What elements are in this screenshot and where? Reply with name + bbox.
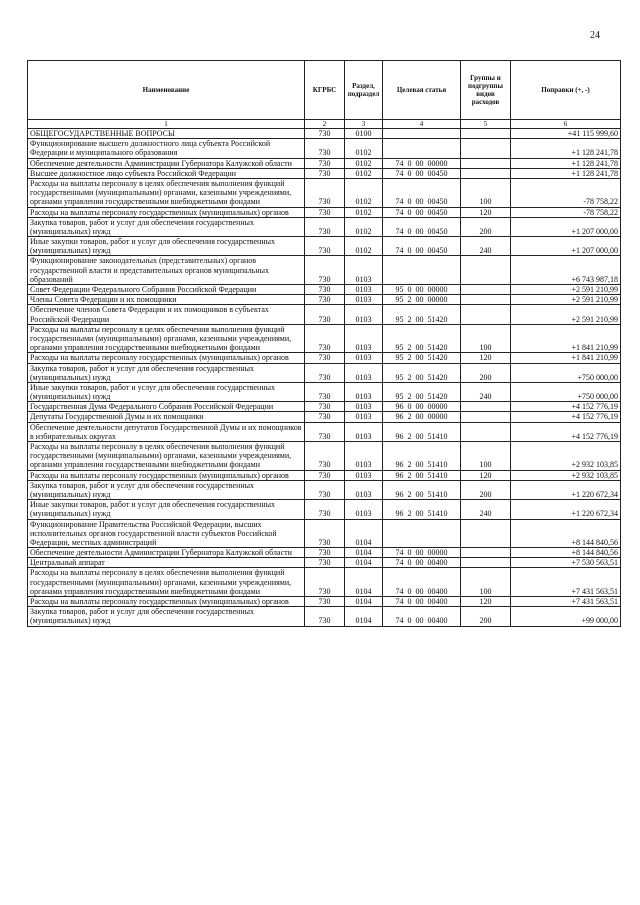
row-amendment-amount: +1 207 000,00 <box>511 217 621 236</box>
row-amendment-amount: +1 207 000,00 <box>511 237 621 256</box>
row-kgrbs: 730 <box>305 480 345 499</box>
row-kgrbs: 730 <box>305 412 345 422</box>
row-name: Совет Федерации Федерального Собрания Российской Федерации <box>28 285 305 295</box>
row-name: Расходы на выплаты персоналу в целях обеспечения выполнения функций государственными (муниципальными) органами, казенными учреждениями, органами управления государственными внебюджетными фондами <box>28 568 305 597</box>
row-razdel: 0102 <box>345 168 383 178</box>
row-expense-group <box>461 412 511 422</box>
row-razdel: 0103 <box>345 442 383 471</box>
row-expense-group <box>461 129 511 139</box>
row-razdel: 0104 <box>345 597 383 607</box>
row-kgrbs: 730 <box>305 158 345 168</box>
table-row <box>28 558 621 568</box>
row-target-article: 95 2 00 51420 <box>383 305 461 324</box>
table-row <box>28 422 621 441</box>
row-razdel: 0103 <box>345 256 383 285</box>
row-kgrbs: 730 <box>305 402 345 412</box>
table-row <box>28 129 621 139</box>
row-expense-group <box>461 558 511 568</box>
row-amendment-amount: +8 144 840,56 <box>511 548 621 558</box>
table-row <box>28 324 621 353</box>
table-row <box>28 168 621 178</box>
row-amendment-amount: +2 932 103,85 <box>511 442 621 471</box>
row-target-article: 74 0 00 00400 <box>383 607 461 626</box>
row-name: Депутаты Государственной Думы и их помощники <box>28 412 305 422</box>
row-razdel: 0103 <box>345 412 383 422</box>
row-razdel: 0104 <box>345 568 383 597</box>
row-razdel: 0102 <box>345 139 383 158</box>
row-name: Иные закупки товаров, работ и услуг для обеспечения государственных (муниципальных) нужд <box>28 382 305 401</box>
row-target-article: 96 2 00 51410 <box>383 422 461 441</box>
row-target-article: 74 0 00 00450 <box>383 178 461 207</box>
row-expense-group: 100 <box>461 178 511 207</box>
table-row <box>28 217 621 236</box>
row-name: Расходы на выплаты персоналу государственных (муниципальных) органов <box>28 353 305 363</box>
row-target-article: 74 0 00 00400 <box>383 597 461 607</box>
row-kgrbs: 730 <box>305 597 345 607</box>
table-row <box>28 178 621 207</box>
row-target-article: 74 0 00 00000 <box>383 548 461 558</box>
row-razdel: 0102 <box>345 178 383 207</box>
row-name: Расходы на выплаты персоналу в целях обеспечения выполнения функций государственными (муниципальными) органами, казенными учреждениями, органами управления государственными внебюджетными фондами <box>28 442 305 471</box>
row-kgrbs: 730 <box>305 324 345 353</box>
row-kgrbs: 730 <box>305 548 345 558</box>
column-number: 4 <box>383 120 461 129</box>
row-amendment-amount: +2 932 103,85 <box>511 470 621 480</box>
row-kgrbs: 730 <box>305 129 345 139</box>
row-razdel: 0104 <box>345 607 383 626</box>
row-amendment-amount: +41 115 999,60 <box>511 129 621 139</box>
row-amendment-amount: -78 758,22 <box>511 178 621 207</box>
row-expense-group: 100 <box>461 324 511 353</box>
row-name: Государственная Дума Федерального Собрания Российской Федерации <box>28 402 305 412</box>
row-razdel: 0102 <box>345 207 383 217</box>
table-row <box>28 519 621 548</box>
row-amendment-amount: +1 128 241,78 <box>511 139 621 158</box>
row-razdel: 0103 <box>345 422 383 441</box>
row-expense-group: 120 <box>461 597 511 607</box>
row-kgrbs: 730 <box>305 305 345 324</box>
table-row <box>28 285 621 295</box>
row-razdel: 0102 <box>345 237 383 256</box>
row-kgrbs: 730 <box>305 382 345 401</box>
row-target-article: 95 2 00 51420 <box>383 382 461 401</box>
row-expense-group <box>461 548 511 558</box>
table-row <box>28 256 621 285</box>
table-row <box>28 139 621 158</box>
row-target-article <box>383 256 461 285</box>
row-expense-group: 100 <box>461 442 511 471</box>
row-expense-group <box>461 285 511 295</box>
row-kgrbs: 730 <box>305 500 345 519</box>
row-kgrbs: 730 <box>305 442 345 471</box>
row-amendment-amount: +750 000,00 <box>511 363 621 382</box>
row-kgrbs: 730 <box>305 519 345 548</box>
row-kgrbs: 730 <box>305 256 345 285</box>
row-target-article: 95 2 00 51420 <box>383 353 461 363</box>
row-name: Расходы на выплаты персоналу в целях обеспечения выполнения функций государственными (муниципальными) органами, казенными учреждениями, органами управления государственными внебюджетными фондами <box>28 178 305 207</box>
row-name: Функционирование Правительства Российской Федерации, высших исполнительных органов государственной власти субъектов Российской Федерации, местных администраций <box>28 519 305 548</box>
row-amendment-amount: +1 128 241,78 <box>511 158 621 168</box>
row-name: Центральный аппарат <box>28 558 305 568</box>
row-amendment-amount: +2 591 210,99 <box>511 305 621 324</box>
row-target-article: 95 2 00 00000 <box>383 295 461 305</box>
row-expense-group <box>461 519 511 548</box>
table-row <box>28 597 621 607</box>
header-row <box>28 61 621 120</box>
table-row <box>28 295 621 305</box>
row-target-article: 74 0 00 00400 <box>383 558 461 568</box>
table-row <box>28 412 621 422</box>
table-row <box>28 305 621 324</box>
row-name: Расходы на выплаты персоналу в целях обеспечения выполнения функций государственными (муниципальными) органами, казенными учреждениями, органами управления государственными внебюджетными фондами <box>28 324 305 353</box>
row-name: Обеспечение деятельности Администрации Губернатора Калужской области <box>28 158 305 168</box>
row-target-article: 95 2 00 51420 <box>383 324 461 353</box>
row-expense-group: 200 <box>461 607 511 626</box>
table-row <box>28 402 621 412</box>
row-razdel: 0103 <box>345 285 383 295</box>
row-razdel: 0104 <box>345 558 383 568</box>
column-header-amendment: Поправки (+, -) <box>511 61 621 120</box>
row-expense-group: 200 <box>461 217 511 236</box>
row-kgrbs: 730 <box>305 558 345 568</box>
row-expense-group: 100 <box>461 568 511 597</box>
row-razdel: 0102 <box>345 158 383 168</box>
column-header-target: Целевая статья <box>383 61 461 120</box>
row-kgrbs: 730 <box>305 470 345 480</box>
column-number: 6 <box>511 120 621 129</box>
row-kgrbs: 730 <box>305 607 345 626</box>
row-target-article <box>383 129 461 139</box>
row-amendment-amount: +1 841 210,99 <box>511 353 621 363</box>
row-target-article: 74 0 00 00450 <box>383 168 461 178</box>
row-name: Расходы на выплаты персоналу государственных (муниципальных) органов <box>28 597 305 607</box>
row-expense-group: 200 <box>461 480 511 499</box>
row-amendment-amount: +7 530 563,51 <box>511 558 621 568</box>
row-expense-group: 120 <box>461 353 511 363</box>
row-razdel: 0103 <box>345 305 383 324</box>
row-amendment-amount: +750 000,00 <box>511 382 621 401</box>
column-header-group: Группы и подгруппы видов расходов <box>461 61 511 120</box>
table-row <box>28 548 621 558</box>
row-expense-group: 240 <box>461 500 511 519</box>
row-target-article: 74 0 00 00000 <box>383 158 461 168</box>
row-expense-group <box>461 305 511 324</box>
row-kgrbs: 730 <box>305 353 345 363</box>
row-amendment-amount: +6 743 987,18 <box>511 256 621 285</box>
row-amendment-amount: +7 431 563,51 <box>511 597 621 607</box>
row-name: Высшее должностное лицо субъекта Российской Федерации <box>28 168 305 178</box>
column-number: 2 <box>305 120 345 129</box>
row-amendment-amount: +1 220 672,34 <box>511 500 621 519</box>
row-target-article: 96 0 00 00000 <box>383 402 461 412</box>
row-name: Члены Совета Федерации и их помощники <box>28 295 305 305</box>
row-razdel: 0103 <box>345 470 383 480</box>
row-name: Обеспечение деятельности депутатов Государственной Думы и их помощников в избирательных округах <box>28 422 305 441</box>
row-expense-group <box>461 422 511 441</box>
row-amendment-amount: +4 152 776,19 <box>511 402 621 412</box>
row-amendment-amount: +7 431 563,51 <box>511 568 621 597</box>
table-row <box>28 207 621 217</box>
row-razdel: 0103 <box>345 295 383 305</box>
row-target-article: 96 2 00 51410 <box>383 470 461 480</box>
row-amendment-amount: +1 841 210,99 <box>511 324 621 353</box>
row-razdel: 0100 <box>345 129 383 139</box>
row-target-article: 96 2 00 51410 <box>383 500 461 519</box>
table-row <box>28 607 621 626</box>
budget-amendments-table <box>27 60 621 627</box>
table-row <box>28 470 621 480</box>
row-target-article: 74 0 00 00450 <box>383 207 461 217</box>
table-row <box>28 363 621 382</box>
row-amendment-amount: -78 758,22 <box>511 207 621 217</box>
column-header-name: Наименование <box>28 61 305 120</box>
row-amendment-amount: +4 152 776,19 <box>511 422 621 441</box>
row-amendment-amount: +8 144 840,56 <box>511 519 621 548</box>
row-target-article: 96 2 00 51410 <box>383 480 461 499</box>
row-expense-group: 120 <box>461 207 511 217</box>
row-amendment-amount: +2 591 210,99 <box>511 285 621 295</box>
row-name: Иные закупки товаров, работ и услуг для обеспечения государственных (муниципальных) нужд <box>28 500 305 519</box>
row-target-article: 95 0 00 00000 <box>383 285 461 295</box>
row-razdel: 0102 <box>345 217 383 236</box>
row-expense-group <box>461 402 511 412</box>
row-razdel: 0103 <box>345 324 383 353</box>
row-name: Расходы на выплаты персоналу государственных (муниципальных) органов <box>28 207 305 217</box>
table-row <box>28 353 621 363</box>
row-name: Обеспечение деятельности Администрации Губернатора Калужской области <box>28 548 305 558</box>
row-razdel: 0103 <box>345 353 383 363</box>
row-expense-group: 200 <box>461 363 511 382</box>
column-header-kgrbs: КГРБС <box>305 61 345 120</box>
row-kgrbs: 730 <box>305 422 345 441</box>
row-name: Функционирование высшего должностного лица субъекта Российской Федерации и муниципального образования <box>28 139 305 158</box>
row-expense-group <box>461 139 511 158</box>
row-amendment-amount: +1 128 241,78 <box>511 168 621 178</box>
table-row <box>28 382 621 401</box>
row-razdel: 0103 <box>345 480 383 499</box>
row-amendment-amount: +2 591 210,99 <box>511 295 621 305</box>
page-number: 24 <box>590 30 600 41</box>
row-name: Иные закупки товаров, работ и услуг для обеспечения государственных (муниципальных) нужд <box>28 237 305 256</box>
row-kgrbs: 730 <box>305 568 345 597</box>
table-body <box>28 129 621 627</box>
row-razdel: 0103 <box>345 402 383 412</box>
row-razdel: 0103 <box>345 500 383 519</box>
table-row <box>28 500 621 519</box>
row-target-article: 74 0 00 00450 <box>383 217 461 236</box>
row-razdel: 0103 <box>345 382 383 401</box>
row-amendment-amount: +4 152 776,19 <box>511 412 621 422</box>
row-kgrbs: 730 <box>305 295 345 305</box>
row-target-article: 95 2 00 51420 <box>383 363 461 382</box>
column-header-razdel: Раздел, подраздел <box>345 61 383 120</box>
row-kgrbs: 730 <box>305 217 345 236</box>
row-name: Закупка товаров, работ и услуг для обеспечения государственных (муниципальных) нужд <box>28 607 305 626</box>
row-name: Обеспечение членов Совета Федерации и их помощников в субъектах Российской Федерации <box>28 305 305 324</box>
table-row <box>28 442 621 471</box>
column-number: 1 <box>28 120 305 129</box>
row-kgrbs: 730 <box>305 168 345 178</box>
row-expense-group: 240 <box>461 237 511 256</box>
table-row <box>28 480 621 499</box>
row-target-article: 74 0 00 00450 <box>383 237 461 256</box>
row-expense-group <box>461 168 511 178</box>
row-expense-group <box>461 158 511 168</box>
row-kgrbs: 730 <box>305 178 345 207</box>
row-name: Закупка товаров, работ и услуг для обеспечения государственных (муниципальных) нужд <box>28 363 305 382</box>
row-target-article: 96 2 00 51410 <box>383 442 461 471</box>
row-amendment-amount: +99 000,00 <box>511 607 621 626</box>
table-row <box>28 568 621 597</box>
row-expense-group <box>461 256 511 285</box>
row-kgrbs: 730 <box>305 237 345 256</box>
column-number: 3 <box>345 120 383 129</box>
row-name: Функционирование законодательных (представительных) органов государственной власти и представительных органов муниципальных образований <box>28 256 305 285</box>
row-razdel: 0104 <box>345 548 383 558</box>
column-number: 5 <box>461 120 511 129</box>
row-razdel: 0103 <box>345 363 383 382</box>
row-expense-group: 240 <box>461 382 511 401</box>
row-target-article <box>383 519 461 548</box>
row-kgrbs: 730 <box>305 285 345 295</box>
row-target-article: 96 2 00 00000 <box>383 412 461 422</box>
row-name: ОБЩЕГОСУДАРСТВЕННЫЕ ВОПРОСЫ <box>28 129 305 139</box>
row-amendment-amount: +1 220 672,34 <box>511 480 621 499</box>
column-number-row <box>28 120 621 129</box>
row-target-article <box>383 139 461 158</box>
row-name: Закупка товаров, работ и услуг для обеспечения государственных (муниципальных) нужд <box>28 217 305 236</box>
table-row <box>28 237 621 256</box>
row-razdel: 0104 <box>345 519 383 548</box>
row-target-article: 74 0 00 00400 <box>383 568 461 597</box>
row-name: Расходы на выплаты персоналу государственных (муниципальных) органов <box>28 470 305 480</box>
row-name: Закупка товаров, работ и услуг для обеспечения государственных (муниципальных) нужд <box>28 480 305 499</box>
row-kgrbs: 730 <box>305 363 345 382</box>
row-kgrbs: 730 <box>305 139 345 158</box>
row-expense-group: 120 <box>461 470 511 480</box>
row-expense-group <box>461 295 511 305</box>
table-row <box>28 158 621 168</box>
row-kgrbs: 730 <box>305 207 345 217</box>
